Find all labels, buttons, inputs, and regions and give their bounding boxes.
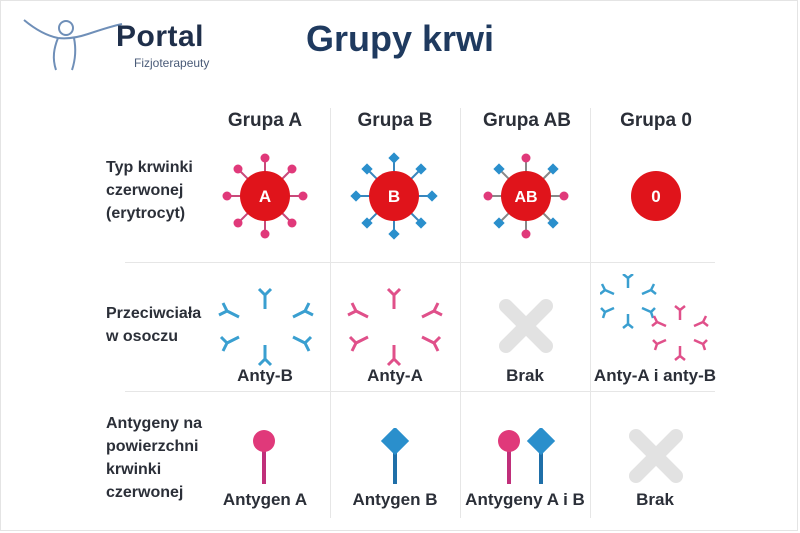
erythrocyte-b-label: B (387, 187, 401, 206)
caption-antigen-a: Antygen A (222, 490, 308, 509)
erythrocyte-0 (608, 148, 704, 244)
caption-antigens-none: Brak (636, 490, 674, 509)
antibodies-anti-b (217, 287, 317, 367)
caption-anti-a-and-b: Anty-A i anty-B (593, 366, 717, 385)
antibody-icon (219, 289, 313, 365)
column-header-ab: Grupa AB (483, 110, 571, 131)
logo-subtitle: Fizjoterapeuty (134, 56, 210, 70)
col-divider (330, 108, 331, 518)
row-label-erythrocyte: Typ krwinki czerwonej (erytrocyt) (106, 159, 193, 222)
person-logo-icon (18, 14, 128, 74)
antigen-b-icon (375, 428, 415, 488)
erythrocyte-ab (478, 148, 574, 244)
erythrocyte-a-label: A (258, 187, 272, 206)
row-label-antigens: Antygeny na powierzchni krwinki czerwonej (106, 415, 203, 501)
row-divider (125, 391, 715, 392)
caption-anti-a: Anty-A (367, 366, 423, 385)
antibody-icon (348, 289, 442, 365)
col-divider (590, 108, 591, 518)
col-divider (460, 108, 461, 518)
none-x-icon (496, 296, 556, 356)
caption-antibodies-none: Brak (506, 366, 544, 385)
column-header-b: Grupa B (357, 110, 433, 131)
erythrocyte-0-label: 0 (651, 187, 661, 206)
portal-logo[interactable] (18, 14, 218, 74)
erythrocyte-ab-label: AB (514, 189, 538, 206)
antigen-a-icon (244, 428, 284, 488)
row-divider (125, 262, 715, 263)
page-title: Grupy krwi (305, 18, 495, 59)
antigen-a-icon (498, 430, 520, 484)
erythrocyte-a (217, 148, 313, 244)
antigen-b-icon (527, 428, 555, 484)
antibodies-anti-a (346, 287, 446, 367)
antibody-icon (600, 274, 656, 328)
caption-anti-b: Anty-B (237, 366, 293, 385)
caption-antigens-a-and-b: Antygeny A i B (465, 490, 585, 509)
row-label-antibodies: Przeciwciała w osoczu (106, 305, 202, 345)
antibody-icon (652, 306, 708, 360)
column-header-a: Grupa A (227, 110, 303, 131)
antigens-a-and-b (491, 428, 561, 488)
column-header-0: Grupa 0 (620, 110, 692, 131)
erythrocyte-b (346, 148, 442, 244)
antibodies-anti-a-and-b (600, 274, 710, 364)
caption-antigen-b: Antygen B (352, 490, 438, 509)
none-x-icon (626, 426, 686, 486)
logo-name: Portal (116, 20, 205, 53)
